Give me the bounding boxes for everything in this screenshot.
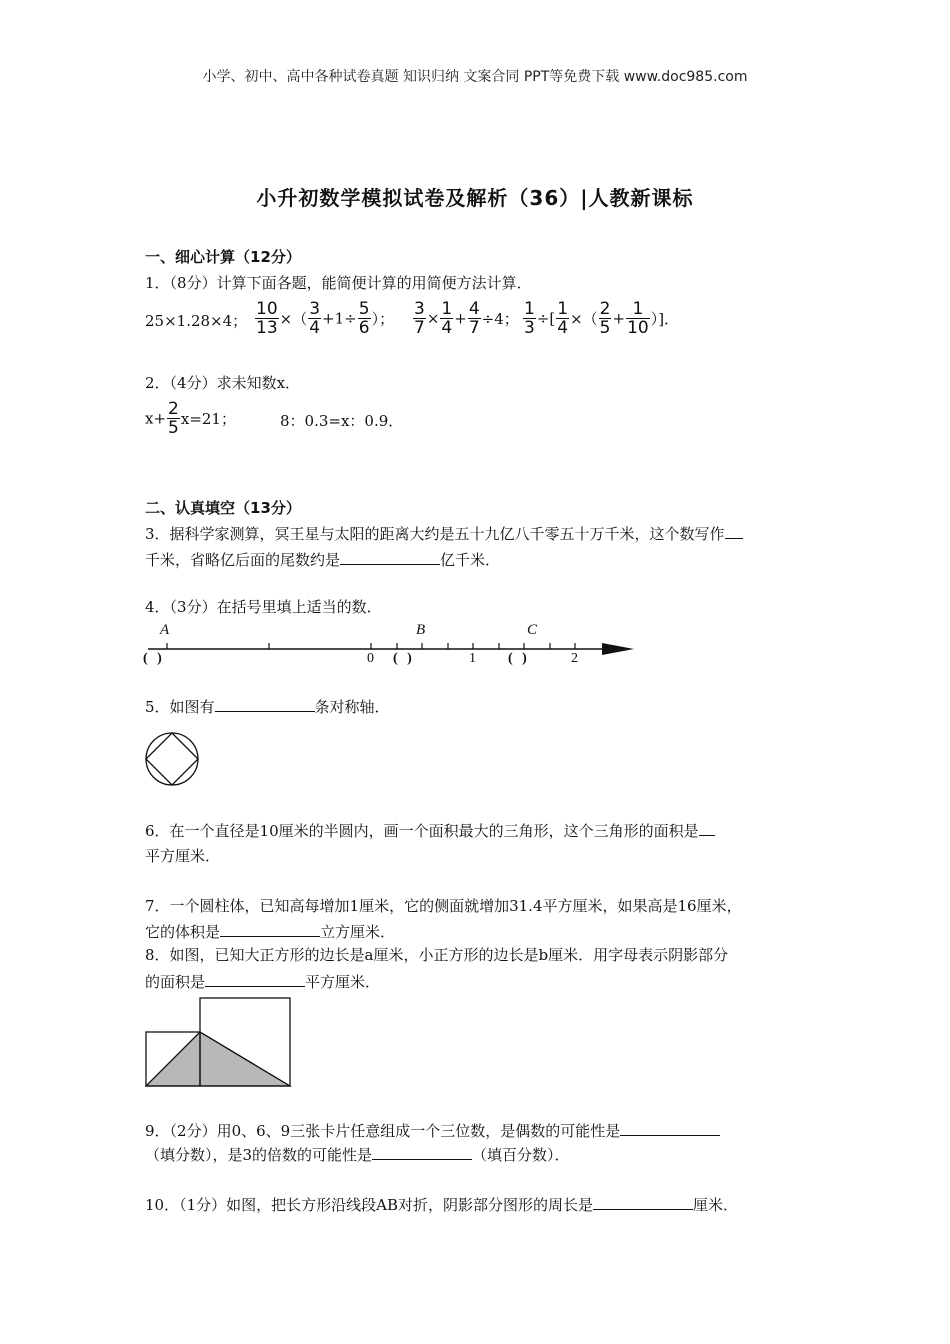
q9-line2: （填分数），是3的倍数的可能性是 （填百分数）． (145, 1146, 570, 1164)
answer-blank (220, 921, 320, 937)
q3-line1: 3．据科学家测算，冥王星与太阳的距离大约是五十九亿八千零五十万千米，这个数写作 (145, 523, 743, 544)
circle-square-figure (144, 731, 200, 787)
answer-parens-b: ( ) (393, 651, 415, 666)
q2-stem: 2．（4分）求未知数x． (145, 374, 301, 392)
answer-blank (205, 971, 305, 987)
label-a: A (160, 622, 170, 638)
fraction: $\frac{3}{4}$ (309, 299, 321, 338)
fraction: $\frac{2}{5}$ (599, 299, 611, 338)
fraction: $\frac{1}{3}$ (524, 299, 535, 338)
q1-expr-4: $\frac{1}{3}$ ÷[ $\frac{1}{4}$ ×（ $\frac{2}{5}$ + $\frac{1}{10}$ ）]． (524, 299, 680, 338)
q2-expr-1: x+ $\frac{2}{5}$ x=21； (145, 399, 236, 438)
q7-line1: 7．一个圆柱体，已知高每增加1厘米，它的侧面就增加31.4平方厘米，如果高是16厘米， (145, 897, 742, 915)
squares-shaded-figure (144, 996, 294, 1090)
tick-label-0: 0 (367, 651, 374, 666)
fraction: $\frac{10}{13}$ (256, 299, 278, 338)
q10: 10．（1分）如图，把长方形沿线段AB对折，阴影部分图形的周长是 厘米． (145, 1196, 739, 1214)
q7-line2: 它的体积是 立方厘米． (145, 923, 396, 941)
fraction: $\frac{5}{6}$ (358, 299, 370, 338)
answer-blank (620, 1120, 720, 1136)
fraction: $\frac{2}{5}$ (168, 399, 179, 438)
shaded-triangle (146, 1032, 290, 1086)
q6-line1: 6．在一个直径是10厘米的半圆内，画一个面积最大的三角形，这个三角形的面积是 (145, 820, 715, 841)
q3-line2: 千米，省略亿后面的尾数约是 亿千米． (145, 551, 501, 569)
answer-blank (340, 549, 440, 565)
fraction: $\frac{4}{7}$ (468, 299, 480, 338)
q8-line2: 的面积是 平方厘米． (145, 973, 381, 991)
label-b: B (416, 622, 426, 638)
fraction: $\frac{1}{4}$ (557, 299, 569, 338)
page-title: 小升初数学模拟试卷及解析（36）|人教新课标 (256, 186, 694, 210)
q6-line2: 平方厘米． (145, 847, 221, 865)
answer-parens-c: ( ) (508, 651, 530, 666)
q1-stem: 1．（8分）计算下面各题，能简便计算的用简便方法计算． (145, 274, 532, 292)
fraction: $\frac{1}{4}$ (441, 299, 453, 338)
answer-blank (699, 820, 715, 836)
answer-blank (725, 523, 743, 539)
q8-line1: 8．如图，已知大正方形的边长是a厘米，小正方形的边长是b厘米．用字母表示阴影部分 (145, 946, 729, 964)
section-1-heading: 一、细心计算（12分） (145, 248, 301, 266)
q9-line1: 9．（2分）用0、6、9三张卡片任意组成一个三位数，是偶数的可能性是 (145, 1120, 720, 1141)
answer-parens-a: ( ) (143, 651, 165, 666)
number-line-figure (140, 618, 640, 670)
q2-expr-2: 8：0.3=x：0.9． (280, 412, 404, 430)
answer-blank (593, 1194, 693, 1210)
q4-stem: 4．（3分）在括号里填上适当的数． (145, 598, 382, 616)
page-header: 小学、初中、高中各种试卷真题 知识归纳 文案合同 PPT等免费下载 www.doc985.com (202, 69, 748, 85)
section-2-heading: 二、认真填空（13分） (145, 499, 301, 517)
answer-blank (372, 1144, 472, 1160)
q1-expr-1: 25×1.28×4； (145, 312, 248, 330)
label-c: C (527, 622, 538, 638)
fraction: $\frac{1}{10}$ (627, 299, 649, 338)
q5: 5．如图有 条对称轴． (145, 698, 390, 716)
arrow-head-icon (602, 643, 634, 655)
answer-blank (215, 696, 315, 712)
q1-expr-2: $\frac{10}{13}$ ×（ $\frac{3}{4}$ +1÷ $\frac{5}{6}$ ）； (256, 299, 395, 338)
q1-expr-3: $\frac{3}{7}$ × $\frac{1}{4}$ + $\frac{4}{7}$ ÷4； (414, 299, 519, 338)
tick-marks (167, 643, 575, 649)
fraction: $\frac{3}{7}$ (414, 299, 425, 338)
tick-label-2: 2 (571, 651, 578, 666)
tick-label-1: 1 (469, 651, 476, 666)
